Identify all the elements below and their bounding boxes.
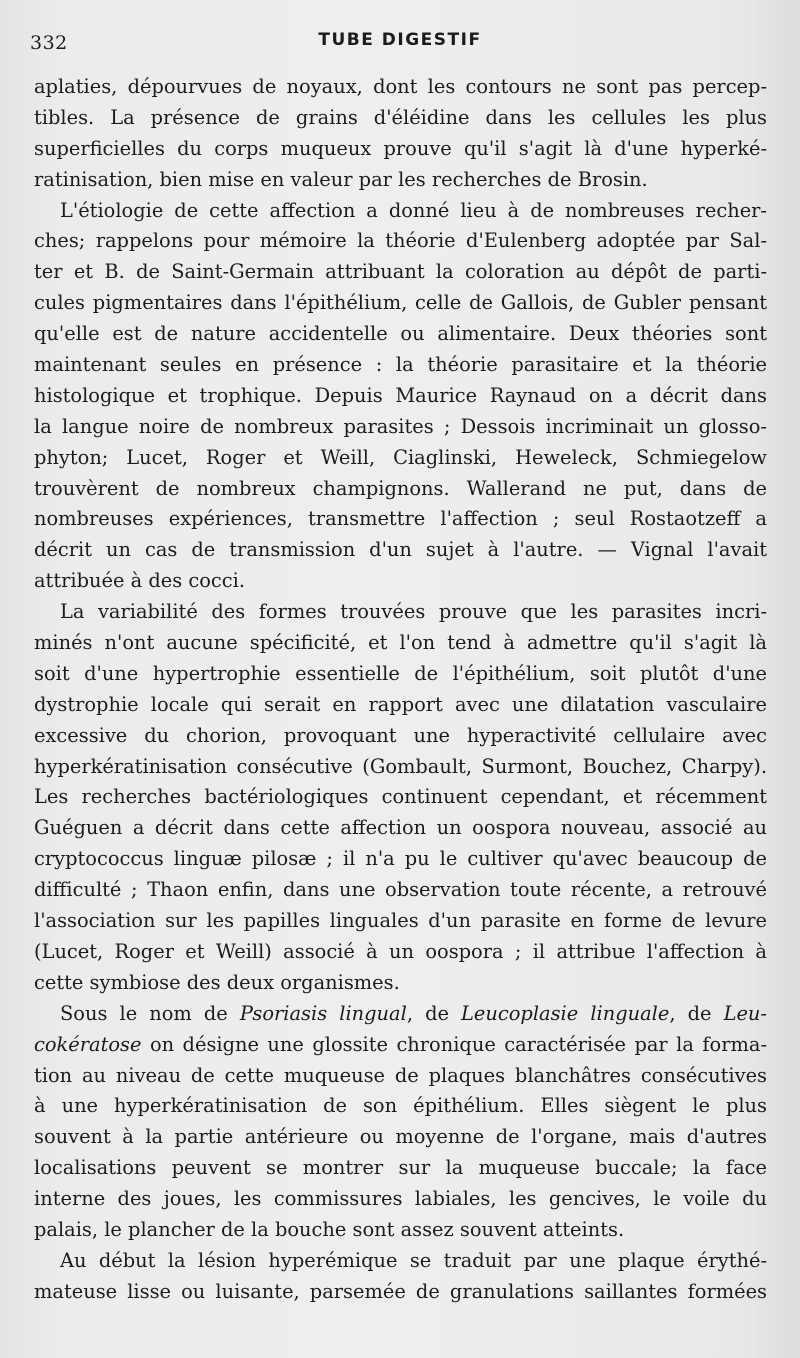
text-line: ratinisation, bien mise en valeur par les recherches de Brosin. — [34, 167, 648, 191]
text-line: interne des joues, les commissures labiales, les gencives, le voile du — [34, 1187, 767, 1211]
text-line: palais, le plancher de la bouche sont assez souvent atteints. — [34, 1217, 625, 1241]
text-line: à une hyperkératinisation de son épithélium. Elles siègent le plus — [34, 1094, 767, 1118]
italic-term: cokératose — [34, 1032, 142, 1056]
text-line: qu'elle est de nature accidentelle ou alimentaire. Deux théories sont — [34, 322, 767, 346]
text-segment: , de — [669, 1001, 724, 1025]
text-line: cette symbiose des deux organismes. — [34, 970, 400, 994]
paragraph-5 — [34, 1246, 767, 1308]
text-line: minés n'ont aucune spécificité, et l'on tend à admettre qu'il s'agit là — [34, 631, 767, 655]
paragraph-1 — [34, 72, 767, 196]
text-line: Guéguen a décrit dans cette affection un oospora nouveau, associé au — [34, 816, 767, 840]
text-line: dystrophie locale qui serait en rapport avec une dilatation vasculaire — [34, 692, 767, 716]
text-line: souvent à la partie antérieure ou moyenne de l'organe, mais d'autres — [34, 1125, 767, 1149]
text-line: La variabilité des formes trouvées prouve que les parasites incri- — [60, 600, 767, 624]
text-line: Au début la lésion hyperémique se traduit par une plaque érythé- — [60, 1248, 767, 1272]
text-line-rich — [34, 1030, 767, 1061]
text-line: l'association sur les papilles linguales d'un parasite en forme de levure — [34, 909, 767, 933]
text-line: (Lucet, Roger et Weill) associé à un oospora ; il attribue l'affection à — [34, 939, 767, 963]
text-segment: Sous le nom de — [60, 1001, 240, 1025]
text-line: tion au niveau de cette muqueuse de plaques blanchâtres consécutives — [34, 1063, 767, 1087]
text-line: difficulté ; Thaon enfin, dans une observation toute récente, a retrouvé — [34, 878, 767, 902]
text-line: cules pigmentaires dans l'épithélium, celle de Gallois, de Gubler pensant — [34, 291, 767, 315]
text-line: L'étiologie de cette affection a donné lieu à de nombreuses recher- — [60, 198, 767, 222]
text-line: ches; rappelons pour mémoire la théorie d'Eulenberg adoptée par Sal- — [34, 229, 767, 253]
text-line-rich — [34, 999, 767, 1030]
text-line: histologique et trophique. Depuis Maurice Raynaud on a décrit dans — [34, 383, 767, 407]
text-line: excessive du chorion, provoquant une hyperactivité cellulaire avec — [34, 723, 767, 747]
text-line: trouvèrent de nombreux champignons. Wallerand ne put, dans de — [34, 476, 767, 500]
text-line: maintenant seules en présence : la théorie parasitaire et la théorie — [34, 353, 767, 377]
text-line: soit d'une hypertrophie essentielle de l'épithélium, soit plutôt d'une — [34, 661, 767, 685]
text-line: décrit un cas de transmission d'un sujet à l'autre. — Vignal l'avait — [34, 538, 767, 562]
running-head: TUBE DIGESTIF — [318, 30, 482, 50]
text-line: la langue noire de nombreux parasites ; Dessois incriminait un glosso- — [34, 414, 767, 438]
text-line: Les recherches bactériologiques continuent cependant, et récemment — [34, 785, 767, 809]
page-header — [30, 30, 770, 56]
body-text — [34, 72, 767, 1308]
text-line: localisations peuvent se montrer sur la muqueuse buccale; la face — [34, 1156, 767, 1180]
text-line: cryptococcus linguæ pilosæ ; il n'a pu le cultiver qu'avec beaucoup de — [34, 847, 767, 871]
italic-term: Leu- — [723, 1001, 767, 1025]
paragraph-2 — [34, 196, 767, 598]
text-segment: on désigne une glossite chronique caractérisée par la forma- — [141, 1032, 767, 1056]
text-line: mateuse lisse ou luisante, parsemée de granulations saillantes formées — [34, 1279, 767, 1303]
italic-term: Leucoplasie linguale — [461, 1001, 670, 1025]
text-line: aplaties, dépourvues de noyaux, dont les contours ne sont pas percep- — [34, 75, 767, 98]
text-line: tibles. La présence de grains d'éléidine dans les cellules les plus — [34, 105, 767, 129]
text-line: hyperkératinisation consécutive (Gombault, Surmont, Bouchez, Charpy). — [34, 754, 767, 778]
paragraph-3 — [34, 597, 767, 999]
text-line: ter et B. de Saint-Germain attribuant la coloration au dépôt de parti- — [34, 260, 767, 284]
text-line: nombreuses expériences, transmettre l'affection ; seul Rostaotzeff a — [34, 507, 767, 531]
paragraph-4 — [34, 999, 767, 1246]
text-line: phyton; Lucet, Roger et Weill, Ciaglinski, Heweleck, Schmiegelow — [34, 445, 767, 469]
text-line: superficielles du corps muqueux prouve qu'il s'agit là d'une hyperké- — [34, 136, 767, 160]
page-number: 332 — [30, 32, 68, 54]
text-segment: , de — [406, 1001, 462, 1025]
text-line: attribuée à des cocci. — [34, 569, 245, 593]
italic-term: Psoriasis lingual — [239, 1001, 407, 1025]
